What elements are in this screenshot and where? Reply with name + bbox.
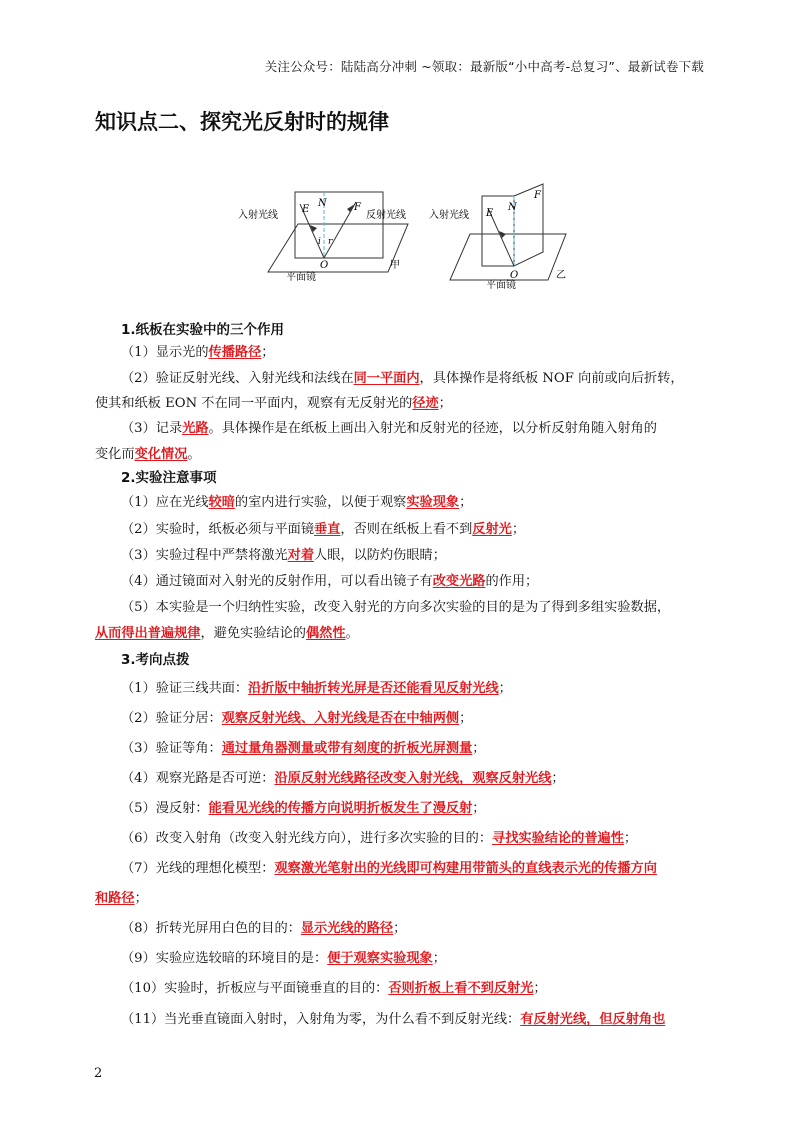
letter-f: F <box>354 202 361 213</box>
letter-n: N <box>318 198 327 209</box>
s3-line-10: （9）实验应选较暗的环境目的是：便于观察实验现象； <box>121 951 446 966</box>
figure-a <box>268 192 408 283</box>
incident-label-b: 入射光线 <box>429 210 469 221</box>
s3-line-2: （2）验证分居：观察反射光线、入射光线是否在中轴两侧； <box>121 711 473 726</box>
mirror-label-a: 平面镜 <box>286 272 316 283</box>
s1-line-4: （3）记录光路。具体操作是在纸板上画出入射光和反射光的径迹，以分析反射角随入射角的 <box>121 421 657 436</box>
paper-board-a <box>295 192 383 258</box>
letter-r: r <box>328 237 333 247</box>
letter-o: O <box>320 260 329 271</box>
s2-line-5: （5）本实验是一个归纳性实验，改变入射光的方向多次实验的目的是为了得到多组实验数据， <box>121 600 671 615</box>
caption-a: 甲 <box>390 260 400 271</box>
s2-line-6: 从而得出普遍规律，避免实验结论的偶然性。 <box>95 626 359 641</box>
letter-n2: N <box>508 202 517 213</box>
s3-line-7: （7）光线的理想化模型：观察激光笔射出的光线即可构建用带箭头的直线表示光的传播方向 <box>121 861 657 876</box>
letter-o2: O <box>510 270 519 281</box>
page-number: 2 <box>94 1066 103 1081</box>
figure-a-side-labels <box>238 208 406 221</box>
section-2-heading: 2.实验注意事项 <box>121 470 217 486</box>
letter-e2: E <box>486 208 494 219</box>
reflection-experiment-figure <box>238 182 568 294</box>
s3-line-12: （11）当光垂直镜面入射时，入射角为零，为什么看不到反射光线：有反射光线，但反射角也 <box>121 1012 666 1027</box>
s2-line-4: （4）通过镜面对入射光的反射作用，可以看出镜子有改变光路的作用； <box>121 574 539 589</box>
mirror-label-b: 平面镜 <box>486 280 516 291</box>
s3-line-1: （1）验证三线共面：沿折版中轴折转光屏是否还能看见反射光线； <box>121 681 512 696</box>
s3-line-9: （8）折转光屏用白色的目的：显示光线的路径； <box>121 921 407 936</box>
letter-f2: F <box>534 190 541 201</box>
s2-line-1: （1）应在光线较暗的室内进行实验，以便于观察实验现象； <box>121 495 473 510</box>
figure-b <box>429 184 566 291</box>
incident-label-a: 入射光线 <box>238 210 278 221</box>
s1-line-5: 变化而变化情况。 <box>95 447 201 462</box>
s1-line-2: （2）验证反射光线、入射光线和法线在同一平面内，具体操作是将纸板 NOF 向前或向后折转， <box>121 371 684 386</box>
mirror-plane-a <box>268 224 408 272</box>
s3-line-6: （6）改变入射角（改变入射光线方向），进行多次实验的目的：寻找实验结论的普遍性； <box>121 831 638 846</box>
reflected-ray-a <box>324 202 356 258</box>
s2-line-2: （2）实验时，纸板必须与平面镜垂直，否则在纸板上看不到反射光； <box>121 522 526 537</box>
page-header: 关注公众号：陆陆高分冲刺 ~领取：最新版“小中高考-总复习”、最新试卷下载 <box>264 59 704 74</box>
s3-line-8: 和路径； <box>95 891 148 906</box>
caption-b: 乙 <box>556 270 566 281</box>
s2-line-3: （3）实验过程中严禁将激光对着人眼，以防灼伤眼睛； <box>121 548 446 563</box>
s3-line-3: （3）验证等角：通过量角器测量或带有刻度的折板光屏测量； <box>121 741 486 756</box>
s3-line-5: （5）漫反射：能看见光线的传播方向说明折板发生了漫反射； <box>121 801 486 816</box>
letter-e: E <box>302 204 310 215</box>
s1-line-1: （1）显示光的传播路径； <box>121 345 275 360</box>
s1-line-3: 使其和纸板 EON 不在同一平面内，观察有无反射光的径迹； <box>95 396 452 411</box>
reflected-label-a: 反射光线 <box>366 210 406 221</box>
s3-line-4: （4）观察光路是否可逆：沿原反射光线路径改变入射光线，观察反射光线； <box>121 771 565 786</box>
letter-i: i <box>318 237 321 247</box>
section-1-heading: 1.纸板在实验中的三个作用 <box>121 322 285 338</box>
section-3-heading: 3.考向点拨 <box>121 652 190 668</box>
page-title: 知识点二、探究光反射时的规律 <box>95 110 389 134</box>
mirror-plane-b <box>450 234 566 280</box>
s3-line-11: （10）实验时，折板应与平面镜垂直的目的：否则折板上看不到反射光； <box>121 981 547 996</box>
